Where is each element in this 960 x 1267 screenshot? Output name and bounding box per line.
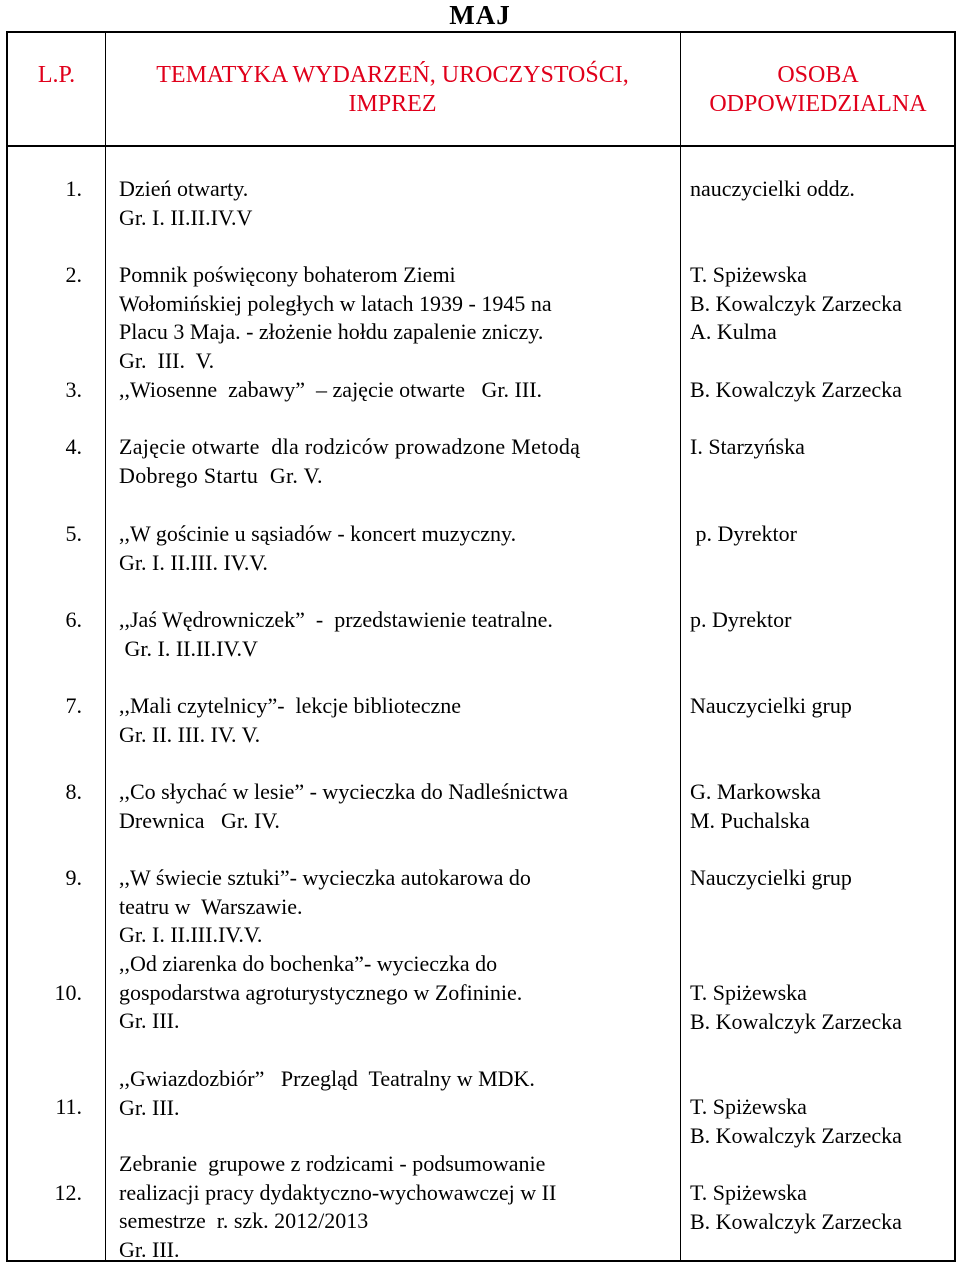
row-topic: ,,Mali czytelnicy”- lekcje biblioteczne Gr. II. III. IV. V. [119,693,462,747]
row-number: 9. [65,865,82,890]
header-lp: L.P. [37,62,76,88]
column-divider [680,33,681,1260]
row-topic: Dzień otwarty. Gr. I. II.II.IV.V [119,176,253,230]
row-number: 1. [65,176,82,201]
header-person [680,61,956,119]
row-person: B. Kowalczyk Zarzecka [690,377,902,402]
row-topic: ,,Jaś Wędrowniczek” - przedstawienie teatralne. Gr. I. II.II.IV.V [119,607,553,661]
row-person: T. Spiżewska B. Kowalczyk Zarzecka A. Kulma [690,262,902,345]
header-person-line1: OSOBA [777,62,859,88]
row-topic: Pomnik poświęcony bohaterom Ziemi Wołomińskiej poległych w latach 1939 - 1945 na Placu 3 Maja. - złożenie hołdu zapalenie zniczy. Gr. III. V. [119,262,552,373]
row-person: T. Spiżewska B. Kowalczyk Zarzecka [690,1180,902,1234]
row-number: 6. [65,607,82,632]
row-person: p. Dyrektor [690,607,792,632]
row-number: 8. [65,779,82,804]
row-topic: ,,W gościnie u sąsiadów - koncert muzyczny. Gr. I. II.III. IV.V. [119,521,517,575]
row-number: 2. [65,262,82,287]
row-person: T. Spiżewska B. Kowalczyk Zarzecka [690,1094,902,1148]
row-number: 5. [65,521,82,546]
row-topic: Zajęcie otwarte dla rodziców prowadzone Metodą Dobrego Startu Gr. V. [119,434,581,488]
row-number: 11. [55,1094,82,1119]
header-divider [8,145,954,147]
row-person: Nauczycielki grup [690,865,852,890]
row-topic: Zebranie grupowe z rodzicami - podsumowanie realizacji pracy dydaktyczno-wychowawczej w II semestrze r. szk. 2012/2013 Gr. III. [119,1151,557,1262]
row-number: 7. [65,693,82,718]
row-number: 4. [65,434,82,459]
row-topic: ,,W świecie sztuki”- wycieczka autokarowa do teatru w Warszawie. Gr. I. II.III.IV.V. [119,865,531,948]
header-person-line2: ODPOWIEDZIALNA [709,91,927,117]
row-person: T. Spiżewska B. Kowalczyk Zarzecka [690,980,902,1034]
row-person: I. Starzyńska [690,434,805,459]
row-number: 10. [54,980,82,1005]
row-person: Nauczycielki grup [690,693,852,718]
events-table [6,31,956,1262]
row-person: G. Markowska M. Puchalska [690,779,821,833]
row-number: 12. [54,1180,82,1205]
header-topic-line2: IMPREZ [348,91,437,117]
row-topic: ,,Od ziarenka do bochenka”- wycieczka do gospodarstwa agroturystycznego w Zofininie. Gr. III. [119,951,523,1034]
header-topic-line1: TEMATYKA WYDARZEŃ, UROCZYSTOŚCI, [156,62,629,88]
column-divider [105,33,106,1260]
row-topic: ,,Gwiazdozbiór” Przegląd Teatralny w MDK. Gr. III. [119,1066,535,1120]
row-person: p. Dyrektor [690,521,797,546]
header-topic [105,61,680,119]
row-topic: ,,Co słychać w lesie” - wycieczka do Nadleśnictwa Drewnica Gr. IV. [119,779,568,833]
row-topic: ,,Wiosenne zabawy” – zajęcie otwarte Gr. III. [119,377,543,402]
row-person: nauczycielki oddz. [690,176,855,201]
row-number: 3. [65,377,82,402]
page-title: MAJ [449,0,511,30]
